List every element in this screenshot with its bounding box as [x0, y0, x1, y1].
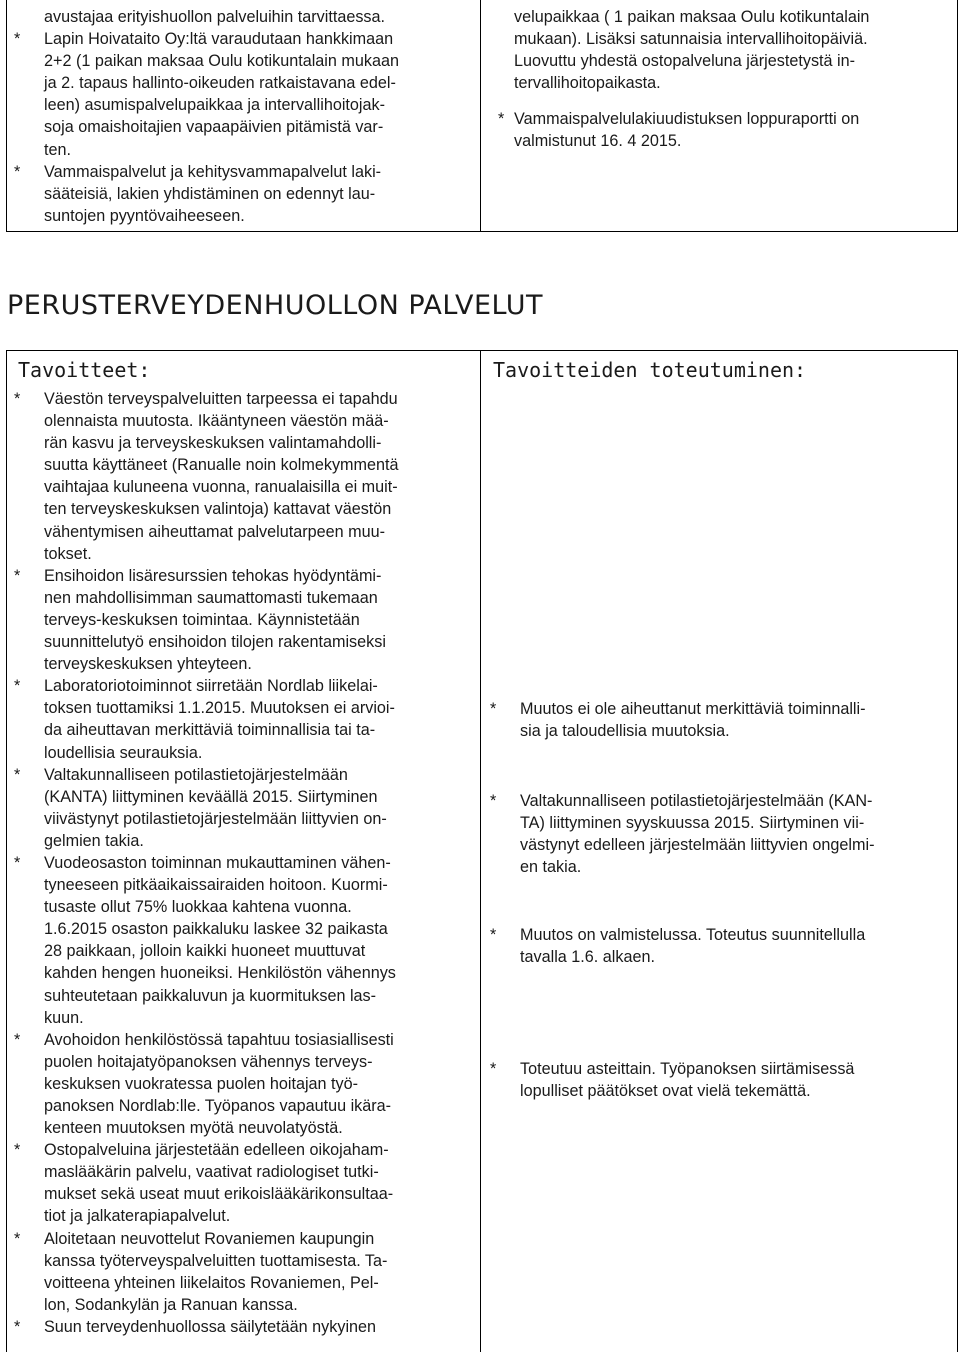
item-line: gelmien takia.	[44, 831, 144, 850]
list-item	[14, 675, 470, 763]
item-line: västynyt edelleen järjestelmään liittyvien ongelmi-	[520, 836, 875, 855]
item-line: tiot ja jalkaterapiapalvelut.	[44, 1207, 231, 1226]
item-line: keskuksen vuokratessa puolen hoitajan työ-	[44, 1074, 359, 1093]
list-item	[14, 161, 464, 227]
item-line: suntojen pyyntövaiheeseen.	[44, 206, 245, 225]
bullet-marker: *	[14, 853, 21, 872]
list-item	[14, 1139, 470, 1227]
item-line: kuun.	[44, 1008, 84, 1027]
continuation-left-list	[14, 28, 464, 227]
list-item	[14, 764, 470, 852]
bullet-marker: *	[14, 677, 21, 696]
item-line: suhteutetaan paikkaluvun ja kuormituksen las-	[44, 986, 377, 1005]
bullet-marker: *	[14, 765, 21, 784]
item-line: olennaista muutosta. Ikääntyneen väestön mää-	[44, 412, 389, 431]
bullet-marker: *	[498, 110, 505, 129]
realization-item	[490, 924, 944, 968]
item-line: vähentymisen aiheuttamat palvelutarpeen muu-	[44, 522, 386, 541]
item-line: lopulliset päätökset ovat vielä tekemättä.	[520, 1082, 811, 1101]
goals-list	[14, 388, 470, 1338]
goals-column-header: Tavoitteet:	[18, 358, 151, 382]
item-line: Muutos ei ole aiheuttanut merkittäviä toiminnalli-	[520, 700, 866, 718]
list-item	[14, 852, 470, 1029]
item-line: loudellisia seurauksia.	[44, 743, 203, 762]
item-line: Avohoidon henkilöstössä tapahtuu tosiasiallisesti	[44, 1030, 394, 1049]
item-line: 28 paikkaan, jolloin kaikki huoneet muuttuvat	[44, 942, 366, 961]
bullet-marker: *	[14, 1141, 21, 1160]
list-item	[490, 698, 944, 742]
continuation-right-cell	[498, 6, 944, 153]
list-item	[14, 1029, 470, 1139]
item-line: tusaste ollut 75% luokkaa kahtena vuonna.	[44, 898, 352, 917]
bullet-marker: *	[14, 162, 21, 181]
bullet-marker: *	[490, 1060, 497, 1078]
continuation-text	[514, 6, 944, 94]
item-line: kanssa työterveyspalveluitten tuottamisesta. Ta-	[44, 1251, 388, 1270]
continuation-text: avustajaa erityishuollon palveluihin tarvittaessa.	[44, 8, 386, 26]
realization-item	[490, 1058, 944, 1102]
goals-table-divider	[480, 350, 481, 1352]
bullet-marker: *	[14, 566, 21, 585]
item-line: Väestön terveyspalveluitten tarpeessa ei tapahdu	[44, 390, 398, 408]
list-item	[490, 924, 944, 968]
item-line: soja omaishoitajien vapaapäivien pitämistä var-	[44, 118, 384, 137]
item-line: tokset.	[44, 544, 92, 563]
item-line: Lapin Hoivataito Oy:ltä varaudutaan hankkimaan	[44, 30, 394, 49]
item-line: Suun terveydenhuollossa säilytetään nykyinen	[44, 1317, 377, 1336]
item-line: terveyskeskuksen yhteyteen.	[44, 655, 252, 674]
item-line: kahden hengen huoneiksi. Henkilöstön vähennys	[44, 964, 396, 983]
item-line: sia ja taloudellisia muutoksia.	[520, 722, 730, 741]
item-line: vaihtajaa kuluneena vuonna, ranualaisilla ei muit-	[44, 478, 398, 497]
bullet-marker: *	[14, 1229, 21, 1248]
item-line: Vammaispalvelut ja kehitysvammapalvelut laki-	[44, 162, 382, 181]
item-line: Laboratoriotoiminnot siirretään Nordlab liikelai-	[44, 677, 378, 696]
item-line: Vammaispalvelulakiuudistuksen loppuraportti on	[514, 110, 860, 129]
item-line: TA) liittyminen syyskuussa 2015. Siirtyminen vii-	[520, 814, 865, 833]
item-line: Toteutuu asteittain. Työpanoksen siirtämisessä	[520, 1060, 855, 1078]
item-line: suunnittelutyö ensihoidon tilojen rakentamiseksi	[44, 633, 386, 652]
continuation-left-cell	[14, 6, 464, 227]
item-line: lon, Sodankylän ja Ranuan kanssa.	[44, 1295, 298, 1314]
list-item	[14, 1228, 470, 1316]
item-line: panoksen Nordlab:lle. Työpanos vapautuu ikära-	[44, 1097, 392, 1115]
item-line: leen) asumispalvelupaikkaa ja intervallihoitojak-	[44, 96, 386, 115]
item-line: Ostopalveluina järjestetään edelleen oikojaham-	[44, 1141, 389, 1160]
bullet-marker: *	[14, 1030, 21, 1049]
continuation-line: velupaikkaa ( 1 paikan maksaa Oulu kotikuntalain	[514, 8, 870, 26]
item-line: valmistunut 16. 4 2015.	[514, 132, 682, 151]
bullet-marker: *	[14, 390, 21, 408]
bullet-marker: *	[490, 926, 497, 944]
realization-item	[490, 698, 944, 742]
list-item	[14, 1316, 470, 1338]
list-item	[14, 388, 470, 565]
continuation-line: mukaan). Lisäksi satunnaisia intervallihoitopäiviä.	[514, 30, 868, 49]
item-line: Aloitetaan neuvottelut Rovaniemen kaupungin	[44, 1229, 375, 1248]
continuation-line: tervallihoitopaikasta.	[514, 74, 661, 93]
item-line: puolen hoitajatyöpanoksen vähennys terveys-	[44, 1052, 373, 1071]
item-line: rän kasvu ja terveyskeskuksen valintamahdolli-	[44, 434, 382, 453]
item-line: da aiheuttavan merkittäviä toiminnallisia tai ta-	[44, 721, 376, 740]
item-line: maslääkärin palvelu, vaativat radiologiset tutki-	[44, 1163, 379, 1182]
item-line: terveys-keskuksen toimintaa. Käynnistetään	[44, 610, 360, 629]
item-line: en takia.	[520, 858, 582, 877]
item-line: mukset sekä useat muut erikoislääkärikonsultaa-	[44, 1185, 394, 1204]
item-line: Valtakunnalliseen potilastietojärjestelmään	[44, 765, 348, 784]
continuation-table-divider	[480, 0, 481, 232]
item-line: tavalla 1.6. alkaen.	[520, 948, 655, 967]
item-line: Vuodeosaston toiminnan mukauttaminen vähen-	[44, 853, 391, 872]
item-line: (KANTA) liittyminen keväällä 2015. Siirtyminen	[44, 787, 378, 806]
item-line: viivästynyt potilastietojärjestelmään liittyvien on-	[44, 809, 387, 828]
list-item	[14, 565, 470, 675]
item-line: ja 2. tapaus hallinto-oikeuden ratkaistavana edel-	[44, 74, 396, 93]
continuation-line: Luovuttu yhdestä ostopalveluna järjestetystä in-	[514, 52, 856, 71]
item-line: suutta käyttäneet (Ranualle noin kolmekymmentä	[44, 456, 399, 475]
item-line: 2+2 (1 paikan maksaa Oulu kotikuntalain mukaan	[44, 52, 399, 71]
item-line: voitteena yhteinen liikelaitos Rovaniemen, Pel-	[44, 1273, 379, 1292]
item-line: sääteisiä, lakien yhdistäminen on edennyt lau-	[44, 184, 376, 203]
item-line: Muutos on valmistelussa. Toteutus suunnitellulla	[520, 926, 866, 944]
section-heading: PERUSTERVEYDENHUOLLON PALVELUT	[7, 290, 543, 321]
item-line: Ensihoidon lisäresurssien tehokas hyödyntämi-	[44, 566, 382, 585]
item-line: nen mahdollisimman saumattomasti tukemaan	[44, 588, 378, 607]
item-line: tyneeseen pitkäaikaissairaiden hoitoon. Kuormi-	[44, 876, 388, 895]
item-line: toksen tuottamiksi 1.1.2015. Muutoksen ei arvioi-	[44, 699, 395, 718]
list-item	[484, 108, 944, 152]
bullet-marker: *	[14, 1317, 21, 1336]
realization-column-header: Tavoitteiden toteutuminen:	[493, 358, 807, 382]
list-item	[14, 28, 464, 161]
item-line: Valtakunnalliseen potilastietojärjestelmään (KAN-	[520, 792, 873, 810]
list-item	[490, 790, 944, 878]
item-line: 1.6.2015 osaston paikkaluku laskee 32 paikasta	[44, 920, 388, 939]
item-line: kenteen muutoksen myötä neuvolatyöstä.	[44, 1119, 343, 1138]
bullet-marker: *	[14, 30, 21, 49]
bullet-marker: *	[490, 792, 497, 810]
list-item	[490, 1058, 944, 1102]
bullet-marker: *	[490, 700, 497, 718]
realization-item	[490, 790, 944, 878]
item-line: ten.	[44, 140, 72, 159]
item-line: ten terveyskeskuksen valintoja) kattavat väestön	[44, 500, 392, 519]
